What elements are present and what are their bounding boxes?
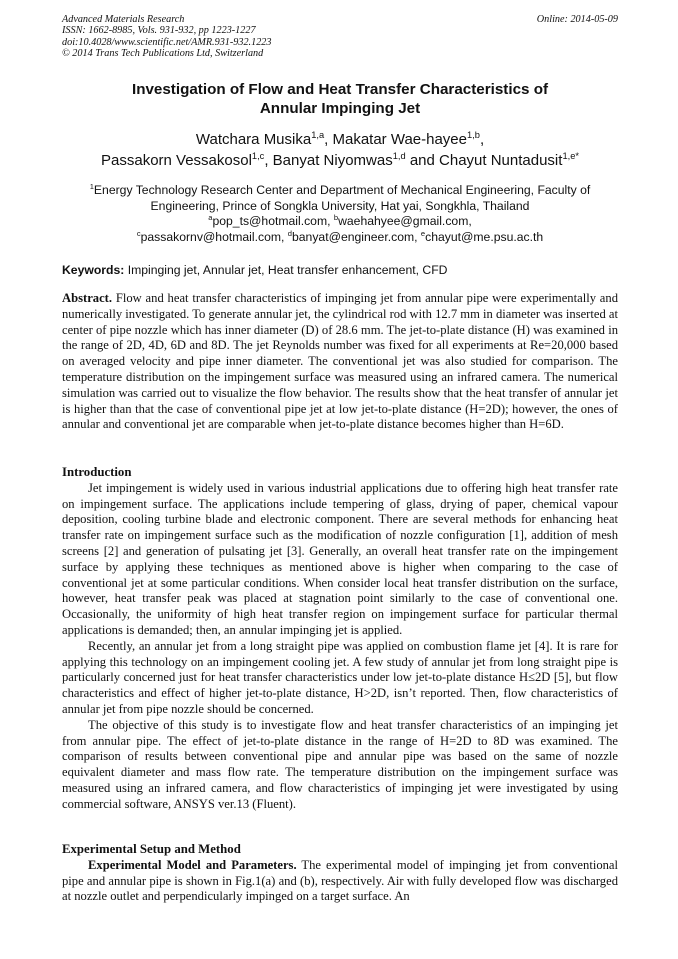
email-address: chayut@me.psu.ac.th (425, 229, 544, 244)
author-affil-mark: 1,a (311, 130, 325, 140)
author-separator: , (324, 131, 333, 148)
online-date: Online: 2014-05-09 (536, 14, 618, 25)
experimental-section (62, 842, 618, 905)
keywords-text: Impinging jet, Annular jet, Heat transfer enhancement, CFD (124, 263, 448, 277)
email-mark: c (136, 228, 141, 238)
email-address: banyat@engineer.com, (291, 229, 421, 244)
section-heading: Introduction (62, 465, 132, 479)
author-affil-mark: 1,e* (562, 151, 579, 161)
author-separator: , (264, 152, 273, 169)
paragraph: Jet impingement is widely used in various industrial applications due to offering high heat transfer rate on impingement surface. The applications include tempering of glass, drying of paper, chemical vapour deposition, cooling turbine blade and electronic component. There are several methods for enhancing heat transfer rate on impingement surface such as the modification of nozzle configuration [1], addition of mesh screens [2] and generation of pulsating jet [3]. Generally, an overall heat transfer rate on the impingement surface by applying these techniques as mentioned above is higher when comparing to the case of conventional jet at some particular conditions. When consider local heat transfer distribution on the surface, however, heat transfer peak was placed at stagnation point similarly to the case of conventional one. Occasionally, the uniformity of high heat transfer region on impingement surface for particular thermal applications is demanded; then, an annular impinging jet is applied. (62, 480, 618, 637)
author-line-1 (62, 129, 618, 150)
copyright-info: © 2014 Trans Tech Publications Ltd, Switzerland (62, 48, 264, 60)
section-heading: Experimental Setup and Method (62, 842, 241, 856)
author-name: Chayut Nuntadusit (439, 152, 563, 169)
keywords (62, 263, 618, 278)
doi-info: doi:10.4028/www.scientific.net/AMR.931-932.1223 (62, 36, 272, 48)
paragraph-text: The experimental model of impinging jet from conventional pipe and annular pipe is shown in Fig.1(a) and (b), respectively. Air with fully developed flow was discharged at nozzle outlet and perpendicularly impinged on a target surface. An (62, 857, 619, 904)
affiliation-line-1: $^1$Energy Technology Research Center and Department of Mechanical Engineering, Faculty of (89, 181, 591, 197)
email-mark: a (208, 213, 213, 223)
author-name: Makatar Wae-hayee (332, 131, 467, 148)
author-line-2 (62, 150, 618, 171)
email-address: passakornv@hotmail.com, (140, 229, 288, 244)
affiliation-block (62, 183, 618, 245)
affiliation-line-2: Engineering, Prince of Songkla University, Hat yai, Songkhla, Thailand (150, 198, 530, 213)
title-line-2: Annular Impinging Jet (259, 100, 421, 117)
abstract-paragraph (62, 291, 618, 433)
abstract-text: Flow and heat transfer characteristics of impinging jet from annular pipe were experimentally and numerically investigated. To generate annular jet, the cylindrical rod with 12.7 mm in diameter was inserted at center of pipe nozzle which has inner diameter (D) of 28.6 mm. The jet-to-plate distance (H) was examined in the range of 2D, 4D, 6D and 8D. The jet Reynolds number was fixed for all experiments at Re=20,000 based on averaged velocity and pipe inner diameter. The conventional jet was also studied for comparison. The temperature distribution on the impingement surface was measured using an infrared camera. The numerical simulation was carried out to visualize the flow behavior. The results show that the heat transfer of annular jet is higher than that the case of conventional pipe jet at low jet-to-plate distance (H=2D); however, the ones of annular and conventional jet are comparable when jet-to-plate distance becomes higher than H=6D. (62, 291, 618, 432)
title-line-1: Investigation of Flow and Heat Transfer Characteristics of (131, 81, 549, 98)
email-line-2 (62, 230, 618, 246)
abstract-section (62, 291, 618, 433)
author-name: Watchara Musika (195, 131, 312, 148)
subsection-heading: Experimental Model and Parameters. (88, 857, 297, 872)
author-name: Passakorn Vessakosol (101, 152, 252, 169)
email-mark: b (333, 213, 339, 223)
author-affil-mark: 1,b (467, 130, 480, 140)
paragraph (62, 858, 618, 905)
author-affil-mark: 1,d (392, 151, 406, 161)
author-affil-mark: 1,c (251, 151, 265, 161)
paragraph: Recently, an annular jet from a long straight pipe was applied on combustion flame jet [4]. It is rare for applying this technology on an impingement cooling jet. A few study of annular jet from long straight pipe is particularly concerned just for heat transfer characteristics under low jet-to-plate distance H≤2D [5], but flow characteristics and effect of higher jet-to-plate distance, H>2D, isn’t reported. Then, flow characteristics of annular jet from pipe nozzle should be concerned. (62, 638, 618, 716)
email-line-1 (62, 214, 618, 230)
email-mark: d (287, 228, 292, 238)
abstract-label: Abstract. (62, 291, 113, 305)
email-mark: e (420, 228, 426, 238)
author-name: Banyat Niyomwas (272, 152, 393, 169)
paragraph: The objective of this study is to investigate flow and heat transfer characteristics of an impinging jet from annular pipe. The effect of jet-to-plate distance in the range of H=2D to 8D was examined. The comparison of results between conventional pipe and annular pipe was based on the same of nozzle equivalent diameter and mass flow rate. The temperature distribution on the impingement surface was measured using an infrared camera, and flow characteristics of impinging jet were investigated by using commercial software, ANSYS ver.13 (Fluent). (62, 717, 618, 811)
keywords-label: Keywords: (62, 263, 125, 277)
affiliation-mark: 1 (89, 181, 94, 191)
paper-title (62, 80, 618, 118)
author-list (62, 129, 618, 171)
issn-info: ISSN: 1662-8985, Vols. 931-932, pp 1223-1227 (62, 25, 256, 37)
journal-name: Advanced Materials Research (62, 14, 185, 25)
author-separator: , (479, 131, 485, 148)
email-address: pop_ts@hotmail.com, (212, 214, 334, 229)
author-separator: and (405, 152, 440, 169)
introduction-section (62, 465, 618, 813)
email-address: waehahyee@gmail.com, (338, 214, 472, 229)
journal-header (62, 14, 618, 60)
